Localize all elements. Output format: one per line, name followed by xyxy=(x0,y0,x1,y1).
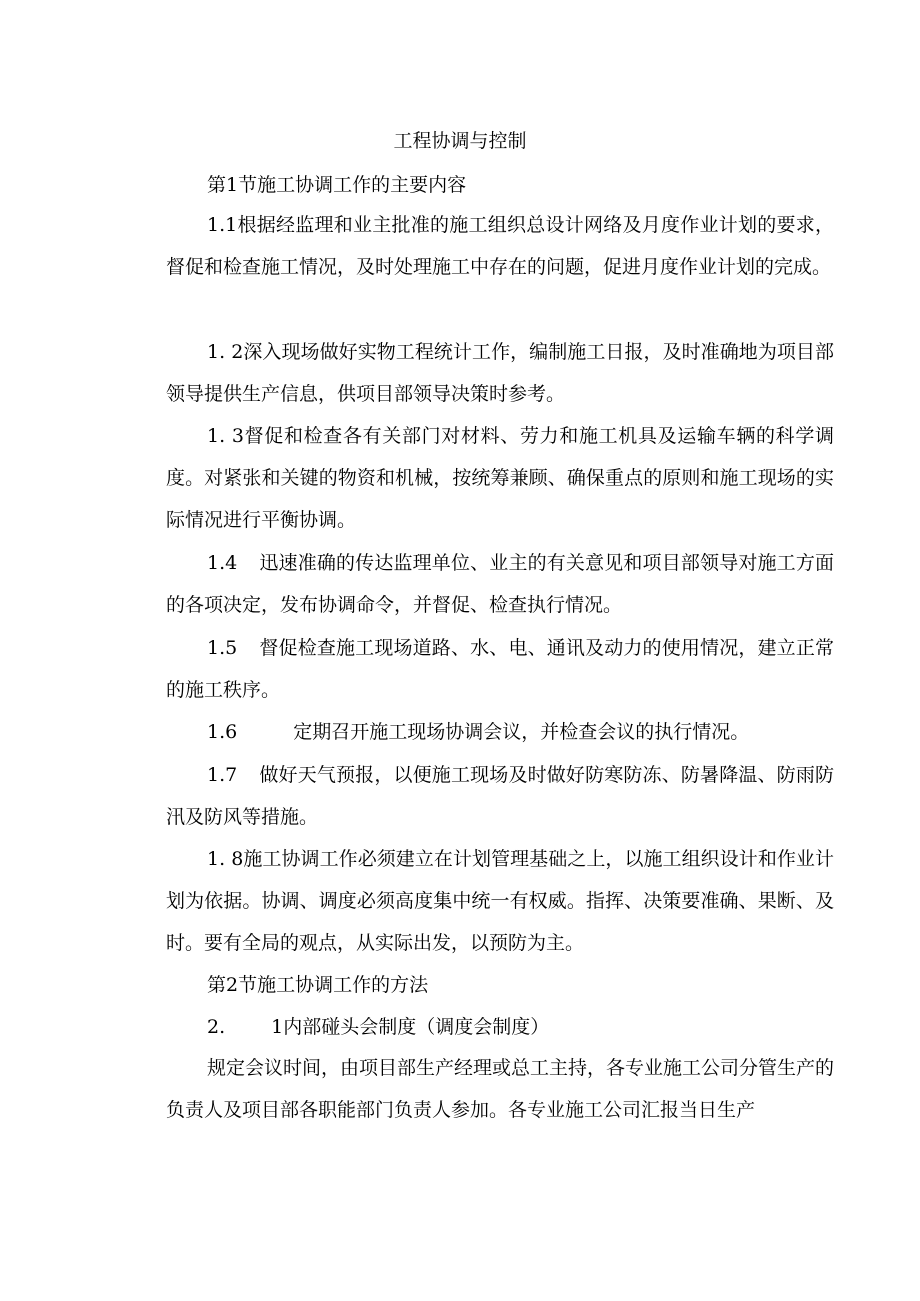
section-2-heading: 第2节施工协调工作的方法 xyxy=(207,974,429,996)
item-text: 督促和检查各有关部门对材料、劳力和施工机具及运输车辆的科学调度。对紧张和关键的物资和机械，按统筹兼顾、确保重点的原则和施工现场的实际情况进行平衡协调。 xyxy=(166,425,834,531)
document-title: 工程协调与控制 xyxy=(393,130,527,152)
item-number: 1. 8 xyxy=(207,848,244,870)
item-text: 做好天气预报，以便施工现场及时做好防寒防冻、防暑降温、防雨防汛及防风等措施。 xyxy=(166,764,834,828)
item-1-5 xyxy=(166,627,834,711)
item-text: 督促检查施工现场道路、水、电、通讯及动力的使用情况，建立正常的施工秩序。 xyxy=(166,637,834,701)
item-1-7 xyxy=(166,754,834,838)
item-1-8 xyxy=(166,838,834,964)
item-number: 1.6 xyxy=(207,721,238,743)
section-2-subheading xyxy=(207,1014,549,1040)
item-text: 迅速准确的传达监理单位、业主的有关意见和项目部领导对施工方面的各项决定，发布协调命令，并督促、检查执行情况。 xyxy=(166,552,834,616)
item-1-1 xyxy=(166,204,834,288)
subheading-number: 2. xyxy=(207,1016,226,1038)
item-text: 定期召开施工现场协调会议，并检查会议的执行情况。 xyxy=(293,721,750,743)
subheading-text: 1内部碰头会制度（调度会制度） xyxy=(271,1016,550,1038)
item-1-4 xyxy=(166,542,834,626)
item-text: 深入现场做好实物工程统计工作，编制施工日报，及时准确地为项目部领导提供生产信息，供项目部领导决策时参考。 xyxy=(166,341,834,405)
item-number: 1. 3 xyxy=(207,425,244,447)
section-1-heading: 第1节施工协调工作的主要内容 xyxy=(207,174,467,196)
item-text: 根据经监理和业主批准的施工组织总设计网络及月度作业计划的要求，督促和检查施工情况，及时处理施工中存在的问题，促进月度作业计划的完成。 xyxy=(166,214,834,278)
item-number: 1.4 xyxy=(207,552,238,574)
item-number: 1.7 xyxy=(207,764,238,786)
item-1-6 xyxy=(166,711,834,753)
section-2-paragraph: 规定会议时间，由项目部生产经理或总工主持，各专业施工公司分管生产的负责人及项目部各职能部门负责人参加。各专业施工公司汇报当日生产 xyxy=(166,1057,835,1121)
item-1-2 xyxy=(166,331,834,415)
item-number: 1. 2 xyxy=(207,341,244,363)
item-text: 施工协调工作必须建立在计划管理基础之上，以施工组织设计和作业计划为依据。协调、调度必须高度集中统一有权威。指挥、决策要准确、果断、及时。要有全局的观点，从实际出发，以预防为主。 xyxy=(166,848,834,954)
item-number: 1.1 xyxy=(207,214,238,236)
item-number: 1.5 xyxy=(207,637,238,659)
item-1-3 xyxy=(166,415,834,541)
